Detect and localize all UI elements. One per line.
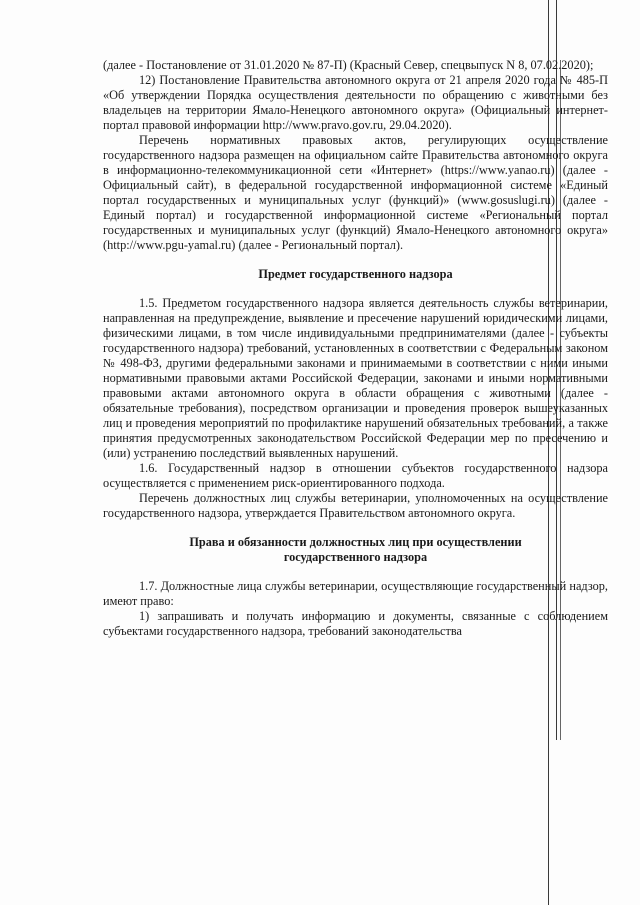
paragraph-1-6: 1.6. Государственный надзор в отношении субъектов государственного надзора осуществляется с применением риск-ориентированного подхода.: [103, 461, 608, 490]
section-heading-rights-line2: государственного надзора: [283, 550, 428, 564]
section-heading-subject: Предмет государственного надзора: [258, 267, 453, 281]
paragraph-right-1: 1) запрашивать и получать информацию и документы, связанные с соблюдением субъектами государственного надзора, требований законодательства: [103, 609, 608, 638]
section-heading-rights-line1: Права и обязанности должностных лиц при осуществлении: [189, 535, 522, 549]
paragraph-item-12: 12) Постановление Правительства автономного округа от 21 апреля 2020 года № 485-П «Об утверждении Порядка осуществления деятельности по обращению с животными без владельцев на территории Ямало-Ненецкого автономного округа» (Официальный интернет-портал правовой информации http://www.pravo.gov.ru, 29.04.2020).: [103, 73, 608, 132]
paragraph-officials-list: Перечень должностных лиц службы ветеринарии, уполномоченных на осуществление государственного надзора, утверждается Правительством автономного округа.: [103, 491, 608, 520]
paragraph-1-7: 1.7. Должностные лица службы ветеринарии, осуществляющие государственный надзор, имеют право:: [103, 579, 608, 608]
paragraph-acts-list: Перечень нормативных правовых актов, регулирующих осуществление государственного надзора размещен на официальном сайте Правительства автономного округа в информационно-телекоммуникационной сети «Интернет» (https://www.yanao.ru) (далее - Официальный сайт), в федеральной государственной информационной системе «Единый портал государственных и муниципальных услуг (функций)» (www.gosuslugi.ru) (далее - Единый портал) и государственной информационной системе «Региональный портал государственных и муниципальных услуг (функций) Ямало-Ненецкого автономного округа» (http://www.pgu-yamal.ru) (далее - Региональный портал).: [103, 133, 608, 252]
section-heading-rights: [103, 535, 608, 565]
paragraph-1-5: 1.5. Предметом государственного надзора является деятельность службы ветеринарии, направленная на предупреждение, выявление и пресечение нарушений юридическими лицами, физическими лицами, в том числе индивидуальными предпринимателями (далее - субъекты государственного надзора) требований, установленных в соответствии с Федеральным законом № 498-ФЗ, другими федеральными законами и принимаемыми в соответствии с ними иными нормативными правовыми актами Российской Федерации, законами и иными нормативными правовыми актами автономного округа в области обращения с животными (далее - обязательные требования), посредством организации и проведения проверок вышеуказанных лиц и проведения мероприятий по профилактике нарушений обязательных требований, а также принятия предусмотренных законодательством Российской Федерации мер по пресечению и (или) устранению последствий выявленных нарушений.: [103, 296, 608, 460]
document-body: [103, 58, 608, 639]
paragraph-reference-continued: (далее - Постановление от 31.01.2020 № 87-П) (Красный Север, спецвыпуск N 8, 07.02.2020);: [103, 58, 594, 72]
